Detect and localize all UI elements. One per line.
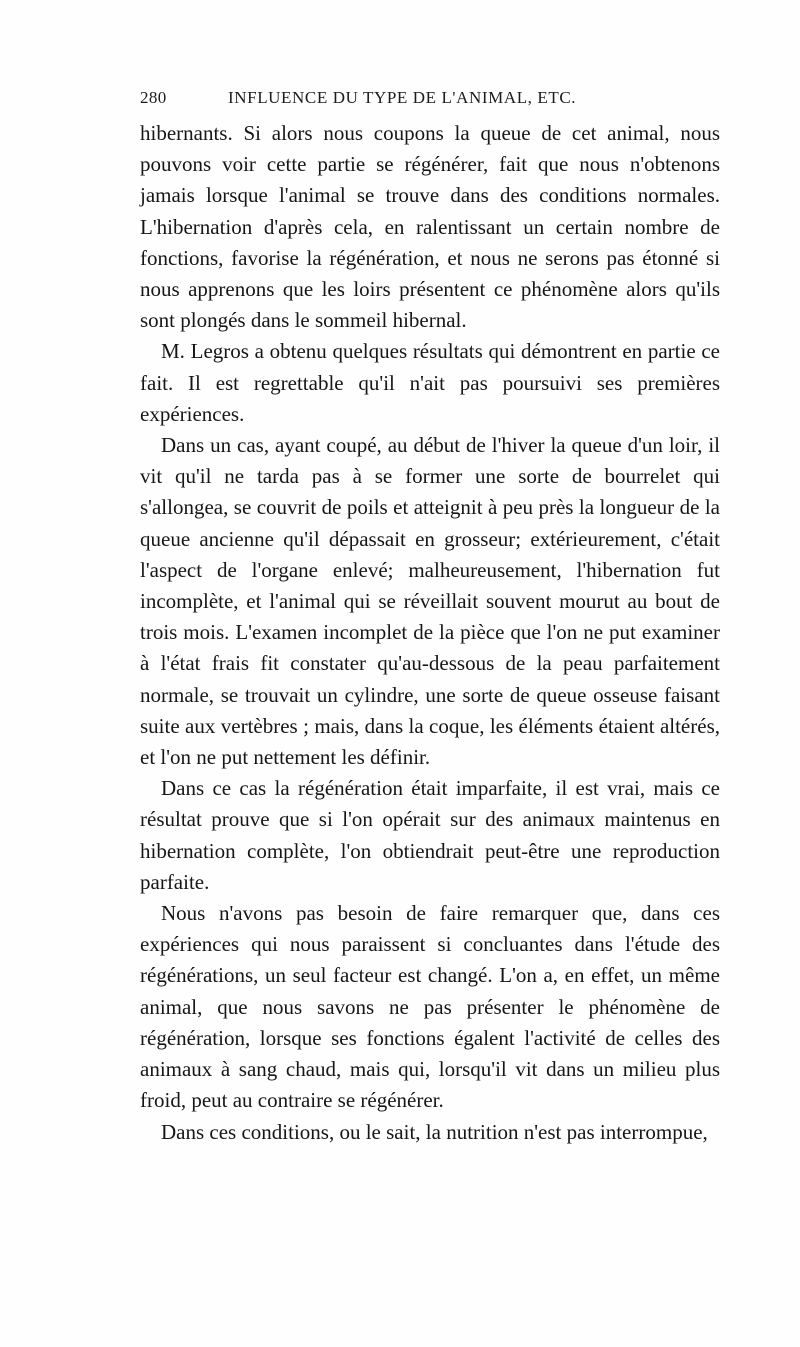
paragraph-1: hibernants. Si alors nous coupons la queue de cet animal, nous pouvons voir cette partie se régénérer, fait que nous n'obtenons jamais lorsque l'animal se trouve dans des conditions normales. L'hibernation d'après cela, en ralentissant un certain nombre de fonctions, favorise la régénération, et nous ne serons pas étonné si nous apprenons que les loirs présentent ce phénomène alors qu'ils sont plongés dans le sommeil hibernal. bbox=[140, 121, 720, 333]
paragraph-3: Dans un cas, ayant coupé, au début de l'hiver la queue d'un loir, il vit qu'il ne tarda pas à se former une sorte de bourrelet qui s'allongea, se couvrit de poils et atteignit à peu près la longueur de la queue ancienne qu'il dépassait en grosseur; extérieurement, c'était l'aspect de l'organe enlevé; malheureusement, l'hibernation fut incomplète, et l'animal qui se réveillait souvent mourut au bout de trois mois. L'examen incomplet de la pièce que l'on ne put examiner à l'état frais fit constater qu'au-dessous de la peau parfaitement normale, se trouvait un cylindre, une sorte de queue osseuse faisant suite aux vertèbres ; mais, dans la coque, les éléments étaient altérés, et l'on ne put nettement les définir. bbox=[140, 433, 720, 770]
paragraph-4: Dans ce cas la régénération était imparfaite, il est vrai, mais ce résultat prouve que si l'on opérait sur des animaux maintenus en hibernation complète, l'on obtiendrait peut-être une reproduction parfaite. bbox=[140, 776, 720, 894]
body-text bbox=[140, 118, 720, 1148]
paragraph-5: Nous n'avons pas besoin de faire remarquer que, dans ces expériences qui nous paraissent si concluantes dans l'étude des régénérations, un seul facteur est changé. L'on a, en effet, un même animal, que nous savons ne pas présenter le phénomène de régénération, lorsque ses fonctions égalent l'activité de celles des animaux à sang chaud, mais qui, lorsqu'il vit dans un milieu plus froid, peut au contraire se régénérer. bbox=[140, 901, 720, 1113]
running-head bbox=[140, 88, 720, 112]
page-number: 280 bbox=[140, 88, 167, 107]
chapter-title: INFLUENCE DU TYPE DE L'ANIMAL, ETC. bbox=[228, 88, 577, 107]
paragraph-6: Dans ces conditions, ou le sait, la nutrition n'est pas interrompue, bbox=[161, 1119, 708, 1144]
paragraph-2: M. Legros a obtenu quelques résultats qui démontrent en partie ce fait. Il est regrettable qu'il n'ait pas poursuivi ses premières expériences. bbox=[140, 339, 720, 426]
